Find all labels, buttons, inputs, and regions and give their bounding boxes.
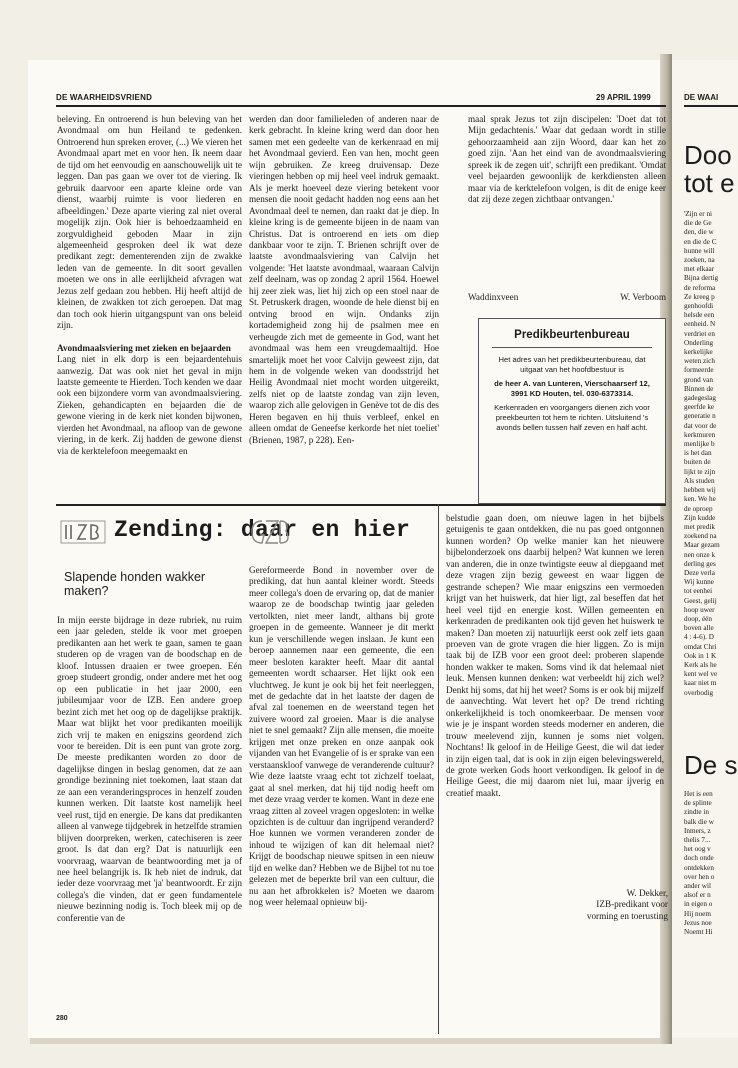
next-page-line: Hij noem: [684, 909, 711, 918]
next-page-line: Onderling: [684, 338, 714, 347]
next-page-line: helsde een: [684, 311, 715, 320]
next-page-line: Deze verla: [684, 568, 715, 577]
article1-column-1: [57, 114, 242, 490]
signature-name: W. Dekker,: [626, 888, 668, 898]
article2-col2-text: Gereformeerde Bond in november over de prediking, dat hun aantal kleiner wordt. Steeds meer collega's doen de ervaring op, dat de manier waarop ze de boodschap twintig jaar geleden vertolkten, niet meer landt, althans bij grote groepen in de gemeente. Wanneer je dit merkt kun je verschillende wegen inslaan. Je kunt een beroep aannemen naar een gemeente, die een meer besloten karakter heeft. Maar dit aantal gemeenten wordt schaarser. Het lijkt ook een vluchtweg. Je kunt je ook bij het feit neerleggen, met de gedachte dat in het laatste der dagen de afval zal toenemen en de weerstand tegen het zuivere woord zal groeien. Maar is die analyse niet te snel gemaakt? Zijn alle mensen, die moeite krijgen met onze preken en onze aanpak ook vijanden van het Evangelie of is er sprake van een verstaanskloof vanwege de veranderende cultuur? Wie deze laatste vraag echt tot zichzelf toelaat, gaat al snel merken, dat hij tijd nodig heeft om met deze vraag verder te komen. Want in deze ene vraag zitten al zoveel vragen opgesloten: in welke opzichten is de cultuur dan ingrijpend veranderd? Hoe kunnen we vormen veranderen zonder de inhoud te wijzigen of kan dit helemaal niet? Krijgt de boodschap nieuwe spitsen in een nieuw tijd en welke dan? Hebben we de Bijbel tot nu toe gelezen met de beperkte bril van een cultuur, die nu aan het afbrokkelen is? Moeten we daarom nog weer helemaal opnieuw bij-: [249, 565, 434, 908]
next-page-line: de reforma: [684, 283, 716, 292]
next-page-line: lijkt te zijn: [684, 467, 716, 476]
next-page-line: menlijke b: [684, 440, 715, 449]
next-page-line: boven alle: [684, 624, 714, 633]
next-page-line: alsof er n: [684, 891, 711, 900]
box-intro: Het adres van het predikbeurtenbureau, dat uitgaat van het hoofdbestuur is: [498, 355, 646, 374]
article2-column-1: [57, 615, 242, 1005]
next-page-line: het oog v: [684, 845, 711, 854]
next-page-line: ander wil: [684, 882, 711, 891]
article1-subheading: Avondmaalsviering met zieken en bejaarden: [57, 342, 231, 353]
next-page-line: thelis 7...: [684, 836, 711, 845]
next-page-rule: [684, 105, 738, 107]
next-page-line: de splinte: [684, 799, 712, 808]
next-page-line: zoekend na: [684, 532, 717, 541]
next-page-line: kerkelijke: [684, 348, 713, 357]
izb-logo: [58, 517, 108, 547]
next-page-line: de oproep: [684, 504, 713, 513]
next-page-line: over hen o: [684, 872, 715, 881]
box-note: Kerkenraden en voorgangers dienen zich voor preekbeurten tot hem te richten. Uitsluitend 's avonds bellen tussen half zeven en half acht.: [494, 403, 650, 432]
article1-col1-text: beleving. En ontroerend is hun beleving van het Avondmaal om hun Heiland te gedenken. Ontroerend hun spreken erover, (...) We vieren het Avondmaal apart met en voor hen. Ik neem daar de tijd om het eenvoudig en aanschouwelijk uit te leggen. Dan pas gaan we over tot de viering. Ik gebruik daarvoor een aparte kleine orde van dienst, waarbij ruimte is voor liederen en afbeeldingen.' Deze aparte viering zal niet overal mogelijk zijn. Ook hier is behoedzaamheid en zorgvuldigheid geboden Maar in zijn algemeenheid gesproken deel ik wat deze predikant zegt: dementerenden zijn de zwakke leden van de gemeente. In dit soort gevallen moeten we ons in alle eerlijkheid afvragen wat Jezus zelf gedaan zou hebben. Hij heeft altijd de kleinen, de zwakken tot zich geroepen. Dat mag dan toch ook hierin uitgangspunt van ons beleid zijn.: [57, 114, 242, 331]
next-page-line: die de Ge: [684, 219, 712, 228]
article1-column-2: [249, 114, 439, 490]
next-page-line: Inmers, z: [684, 826, 711, 835]
article2-col1-text: In mijn eerste bijdrage in deze rubriek, nu ruim een jaar geleden, stelde ik voor met groepen predikanten aan het werk te gaan, samen te gaan studeren op de vragen van de boodschap en de kloof. Intussen draaien er twee groepen. Eén groep studeert grondig, onder andere met het oog op een publicatie in het jaar 2000, een jubileumjaar voor de IZB. Een andere groep bezint zich met het oog op de dagelijkse praktijk. Maar wat blijkt het voor predikanten moeilijk zich vrij te maken en enigszins geordend zich voor te bereiden. Dit is een punt van grote zorg. De meeste predikanten worden zo door de dagelijkse dingen in beslag genomen, dat ze aan grondige bezinning niet toekomen, laat staan dat ze aan een veranderingsproces in henzelf zouden kunnen werken. Dit laatste kost namelijk heel veel rust, tijd en energie. De kans dat predikanten alleen al vanwege tijdgebrek in hetzelfde stramien blijven doorpreken, werken, catechiseren is zeer groot. Is dat dan erg? Dat is natuurlijk een voorvraag, waarvan de beantwoording met ja of nee heel belangrijk is. Ik heb niet de indruk, dat ieder deze voorvraag met 'ja' beantwoordt. Er zijn collega's die vinden, dat er geen fundamentele nieuwe bezinning nodig is. Toch bleek mij op de conferentie van de: [57, 615, 242, 923]
next-page-line: eenheid. N: [684, 320, 716, 329]
next-page-column: [684, 210, 738, 698]
next-page-line: omdat Chri: [684, 642, 717, 651]
next-page-headline-2: tot e: [684, 168, 735, 198]
next-page-line: ontdekken: [684, 863, 714, 872]
next-page-line: dat voor de: [684, 421, 717, 430]
article1-col3-text: maal sprak Jezus tot zijn discipelen: 'Doet dat tot Mijn gedachtenis.' Waar dat gedaan wordt in stille gehoorzaamheid aan zijn Woord, daar kan het zo goed zijn. 'Aan het eind van de avondmaalsviering spreek ik de zegen uit', schrijft een predikant. 'Omdat veel bejaarden gewoonlijk de kerkdiensten alleen maar via de kerktelefoon volgen, is dit de enige keer dat zij deze zegen zichtbaar ontvangen.': [468, 114, 666, 205]
article2-title: Slapende honden wakker maken?: [64, 570, 206, 598]
next-page-line: nen onze k: [684, 550, 716, 559]
next-page-line: Bijna dertig: [684, 274, 719, 283]
header-rule: [56, 105, 666, 107]
next-page-line: doop, één: [684, 614, 712, 623]
next-page-line: weten zich: [684, 357, 715, 366]
next-page-line: en die de C: [684, 237, 717, 246]
next-page-line: met elkaar: [684, 265, 715, 274]
publication-title: DE WAARHEIDSVRIEND: [56, 93, 153, 102]
next-page-line: buiten de: [684, 458, 711, 467]
next-page-line: Noemt Hi: [684, 928, 713, 937]
article1-place: Waddinxveen: [468, 292, 519, 302]
next-page-line: formeerde: [684, 366, 714, 375]
next-page-line: 'Zijn er ni: [684, 210, 713, 218]
article1-author: W. Verboom: [620, 292, 666, 302]
section-divider: [56, 504, 666, 506]
next-page-line: zindte in: [684, 808, 709, 817]
next-page-line: Het is een: [684, 790, 713, 798]
article2-signature: [560, 888, 668, 922]
article2-col3-text: belstudie gaan doen, om nieuwe lagen in het bijbels getuigenis te gaan ontdekken, die nu pas goed ontgonnen kunnen worden? Op welke manier kan het nieuwere bijbelonderzoek ons daarbij helpen? Wat kunnen we leren van anderen, die in onze twintigste eeuw al diepgaand met deze vragen zijn bezig geweest en waar liggen de gestrande schepen? Wie maar enigszins een vermoeden krijgt van het huiswerk, dat hier ligt, zal beseffen dat het heel veel tijd en energie kost. Willen gemeenten en kerkenraden de predikanten ook tijd geven het huiswerk te maken? Dan moeten zij natuurlijk eerst ook zelf iets gaan proeven van de grote vragen die hier liggen. Zo is mijn taak bij de IZB voor een groot deel: proberen slapende honden wakker te maken. Soms vind ik dat helemaal niet leuk. Mensen kunnen denken: wat verbeeldt hij zich wel? Denkt hij soms, dat hij het weet? Soms is er ook bij mijzelf de aanvechting. Wat levert het op? De trend richting onkerkelijkheid is toch onomkeerbaar. De mensen voor wie je je inspant worden steeds moderner en anderen, die trouw meelevend zijn, kunnen je soms niet volgen. Nochtans! Ik geloof in de Heilige Geest, die wil dat ieder in zijn eigen taal, dat is ook in zijn eigen belevingswereld, de grote werken Gods hoort verkondigen. Ik geloof in de Heilige Geest, die mij daarom niet lui, maar ijverig en creatief maakt.: [446, 513, 664, 798]
next-page-line: 4 : 4-6). D: [684, 633, 714, 642]
next-page-line: doch onde: [684, 854, 714, 863]
next-page-line: Ze kreeg p: [684, 292, 715, 301]
next-page-line: Ook in 1 K: [684, 651, 717, 660]
predikbeurtenbureau-box: [478, 318, 666, 504]
next-page-line: Binnen de: [684, 384, 714, 393]
next-page-line: gadegeslag: [684, 394, 716, 403]
gzb-logo: [248, 515, 294, 549]
next-page-line: hunne will: [684, 246, 715, 255]
next-page-line: tot eenhei: [684, 587, 713, 596]
article1-col2-text: werden dan door familieleden of anderen naar de kerk gebracht. In kleine kring werd dan door hen samen met een gedeelte van de kerkenraad en mij het Avondmaal gevierd. Een van hen, mocht geen wijn gebruiken. Ze kreeg druivensap. Deze vieringen hebben op mij heel veel indruk gemaakt. Als je merkt hoeveel deze viering betekent voor mensen die nooit gedacht hadden nog eens aan het Avondmaal deel te nemen, dan raakt dat je diep. In kleine kring is de gemeente bijeen in de naam van Christus. Dat is ontroerend en iets om diep dankbaar voor te zijn. T. Brienen schrijft over de laatste avondmaalsviering van Calvijn het volgende: 'Het laatste avondmaal, waaraan Calvijn zelf deelnam, was op zondag 2 april 1564. Hoewel hij zeer ziek was, liet hij zich op een stoel naar de St. Petruskerk dragen, woonde de hele dienst bij en ontving brood en wijn. Ondanks zijn kortademigheid zong hij de psalmen mee en verheugde zich met de gemeente in God, want het avondmaal was hem een vreugdemaaltijd. Hoe smartelijk moet het voor Calvijn geweest zijn, dat hem in de volgende weken van doodsstrijd het Heilig Avondmaal niet mocht worden uitgereikt, zelfs niet op de laatste zondag van zijn leven, waarop zich alle gelovigen in Genève tot de dis des Heren begaven en hij thuis verbleef, enkel en alleen omdat de Geneefse kerkorde het niet toeliet' (Brienen, 1987, p 228). Een-: [249, 114, 439, 445]
next-page-line: kent wel ve: [684, 670, 718, 679]
next-page-line: hebben wij: [684, 486, 716, 495]
box-rule: [492, 347, 652, 348]
page-number: 280: [56, 1015, 68, 1022]
page-edge: [30, 1038, 660, 1044]
next-page-line: verdriet en: [684, 329, 715, 338]
next-page-line: den, die w: [684, 228, 714, 237]
next-page-line: Als studen: [684, 476, 715, 485]
next-page-line: ken. We he: [684, 495, 716, 504]
next-page-line: geerfde ke: [684, 403, 715, 412]
next-page-line: generatie n: [684, 412, 716, 421]
next-page-line: hoop uwer: [684, 605, 715, 614]
article1-col1-continued: Lang niet in elk dorp is een bejaardentehuis aanwezig. Dat was ook niet het geval in mijn laatste gemeente te Hierden. Toch kenden we daar ook een bijzondere vorm van avondmaalsviering. Zieken, gehandicapten en bejaarden die de gewone viering in de kerk niet konden bijwonen, vierden het Avondmaal, na afloop van de gewone viering, in de kerk. Zij hadden de gewone dienst via de kerktelefoon meegemaakt en: [57, 354, 242, 456]
signature-role-2: vorming en toerusting: [586, 910, 668, 921]
next-page-line: Maar gezam: [684, 541, 720, 550]
next-page-headline-3: De s: [684, 750, 738, 780]
next-page-line: Kerk als he: [684, 660, 717, 669]
box-address: de heer A. van Lunteren, Vierschaarserf 12, 3991 KD Houten, tel. 030-6373314.: [494, 379, 650, 398]
next-page-column-2: [684, 790, 738, 937]
next-page-line: kaar niet m: [684, 679, 717, 688]
next-page-line: Wij kunne: [684, 578, 714, 587]
next-page-line: in eigen o: [684, 900, 713, 909]
next-page-header: DE WAAI: [684, 93, 719, 102]
next-page-line: zoeken, na: [684, 256, 715, 265]
box-title: Predikbeurtenbureau: [514, 329, 630, 341]
article2-column-2: [249, 565, 434, 1033]
column-rule: [438, 504, 439, 1034]
next-page-line: overbodig: [684, 688, 714, 697]
next-page-line: Zijn kudde: [684, 513, 716, 522]
next-page-line: met predik: [684, 522, 715, 531]
column-heading: Zending: daar en hier: [114, 517, 411, 543]
article1-column-3: [468, 114, 666, 308]
article1-byline: [468, 292, 666, 302]
next-page-line: Jezus noe: [684, 918, 712, 927]
next-page-line: is het dan: [684, 449, 712, 458]
signature-role-1: IZB-predikant voor: [596, 899, 668, 910]
next-page-line: derling ges: [684, 559, 716, 568]
issue-date: 29 APRIL 1999: [596, 93, 651, 102]
next-page-line: grond van: [684, 375, 713, 384]
next-page-line: balk die w: [684, 817, 714, 826]
next-page-line: genhoofdi: [684, 302, 714, 311]
article2-column-3: [446, 513, 664, 883]
next-page-line: kerkmuren: [684, 430, 716, 439]
next-page-headline-1: Doo: [684, 140, 732, 170]
next-page-line: Geest, gelij: [684, 596, 717, 605]
